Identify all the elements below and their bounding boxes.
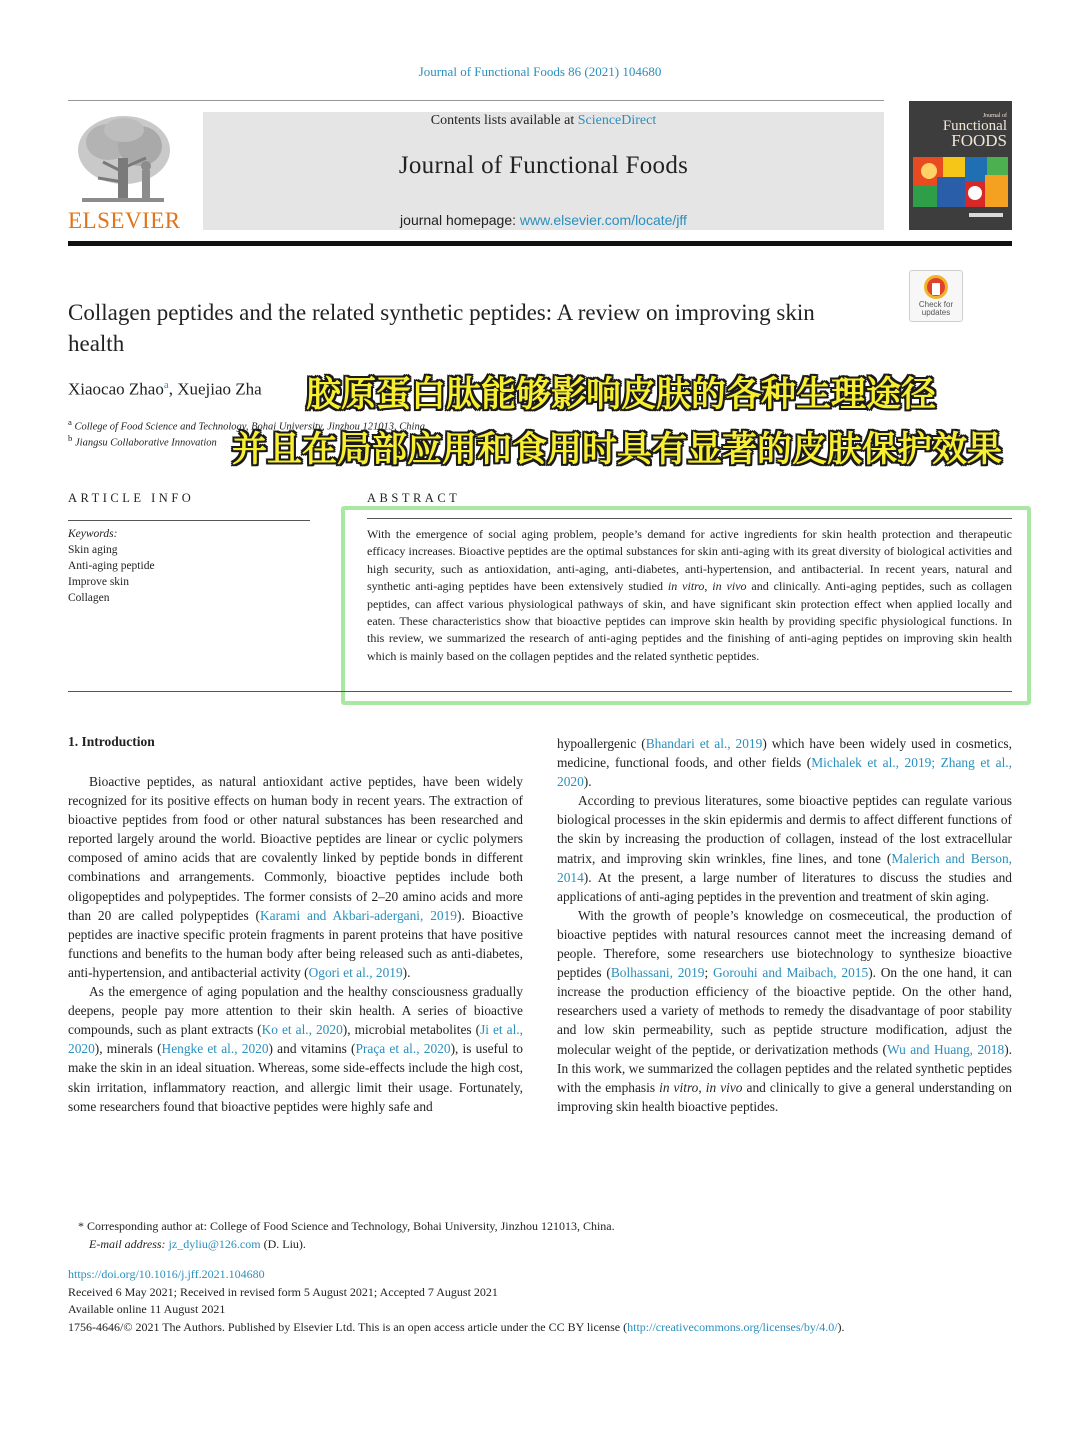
contents-prefix: Contents lists available at (430, 113, 578, 128)
received-dates: Received 6 May 2021; Received in revised form 5 August 2021; Accepted 7 August 2021 (68, 1284, 498, 1299)
ref-ji-2020[interactable]: Ji et al., 2020 (68, 1022, 523, 1057)
homepage-prefix: journal homepage: (400, 212, 520, 228)
ref-wu-2018[interactable]: Wu and Huang, 2018 (887, 1041, 1005, 1057)
corresponding-text: Corresponding author at: College of Food Science and Technology, Bohai University, Jinzhou 121013, China. (84, 1219, 615, 1233)
intro-paragraph-2 (68, 982, 523, 1116)
text-run: ). At the present, a large number of literatures to discuss the studies and applications of anti-aging peptides in the prevention and treatment of skin aging. (557, 869, 1012, 904)
keyword-item: Improve skin (68, 576, 130, 588)
abstract-part-1: With the emergence of social aging problem, people’s demand for active ingredients for skin health protection and therapeutic efficacy increases. Bioactive peptides are the optimal substances for skin anti-aging with its great diversity of biological activities and high security, such as antioxidation, anti-aging, anti-diabetes, anti-hypertension, and antibacterial. In recent years, natural and synthetic anti-aging peptides have been extensively studied (367, 527, 1012, 594)
author-list (68, 379, 262, 400)
ref-michalek-zhang[interactable]: Michalek et al., 2019; Zhang et al., 2020 (557, 755, 1012, 790)
cover-title (939, 113, 1007, 149)
article-title: Collagen peptides and the related synthetic peptides: A review on improving skin health (68, 300, 815, 356)
text-run: ). In this work, we summarized the collagen peptides and the related synthetic peptides with the emphasis (557, 1041, 1012, 1095)
article-meta (68, 1266, 845, 1336)
author-1-affiliation-link[interactable]: a (163, 379, 169, 391)
elsevier-wordmark: ELSEVIER (68, 208, 181, 233)
license-suffix: ). (837, 1319, 845, 1334)
ref-bhandari-2019[interactable]: Bhandari et al., 2019 (645, 736, 763, 751)
ref-ko-2020[interactable]: Ko et al., 2020 (261, 1022, 343, 1038)
keywords-label: Keywords: (68, 528, 118, 540)
ref-praca-2020[interactable]: Praça et al., 2020 (355, 1041, 451, 1057)
keyword-item: Skin aging (68, 544, 118, 556)
ref-hengke-2020[interactable]: Hengke et al., 2020 (161, 1041, 269, 1057)
text-run: hypoallergenic ( (557, 736, 646, 751)
journal-cover (909, 101, 1012, 230)
text-run: As the emergence of aging population and the healthy consciousness gradually deepens, people pay more attention to their skin health. A series of bioactive compounds, such as plant extracts ( (68, 984, 523, 1038)
text-run: in vitro (659, 1079, 699, 1095)
email-line (68, 1235, 615, 1253)
keywords-block (68, 526, 155, 606)
email-suffix: (D. Liu). (260, 1237, 306, 1251)
license-prefix: 1756-4646/© 2021 The Authors. Published by Elsevier Ltd. This is an open access article under the CC BY license ( (68, 1319, 628, 1334)
abstract-highlight-box (341, 506, 1031, 705)
affiliation-a-mark: a (68, 417, 72, 427)
text-run: ; (704, 965, 713, 981)
caption-overlay-line2: 并且在局部应用和食用时具有显著的皮肤保护效果 (232, 430, 1003, 470)
article-info-rule (68, 520, 310, 521)
article-info-heading: ARTICLE INFO (68, 491, 195, 505)
journal-title: Journal of Functional Foods (398, 152, 689, 179)
abstract-in-vitro: in vitro (667, 579, 705, 594)
text-run: ), microbial metabolites ( (342, 1022, 481, 1038)
doi-link[interactable]: https://doi.org/10.1016/j.jff.2021.104680 (68, 1267, 265, 1281)
affiliation-a-text: College of Food Science and Technology, Bohai University, Jinzhou 121013, China (74, 421, 425, 433)
author-1: Xiaocao Zhao (68, 379, 164, 399)
keyword-item: Anti-aging peptide (68, 560, 155, 572)
text-run: ). (402, 964, 411, 980)
text-run: ), minerals ( (94, 1041, 162, 1057)
cover-title-small: Journal of (982, 113, 1007, 119)
abstract-bottom-rule (68, 691, 1012, 692)
ref-malerich-2014[interactable]: Malerich and Berson, 2014 (557, 850, 1012, 885)
cover-title-foods: FOODS (951, 131, 1007, 150)
check-updates-label (910, 301, 962, 317)
email-label: E-mail address: (89, 1237, 166, 1251)
intro-paragraph-3 (557, 791, 1012, 906)
journal-homepage-link[interactable]: www.elsevier.com/locate/jff (519, 212, 687, 228)
text-run: ). On the one hand, it can increase the production efficiency of the bioactive peptide. On the other hand, researchers used a variety of methods to remedy the disadvantage of poor stability and low skin permeability, such as peptide structure modification, adjust the molecular weight of the peptide, or derivatization methods ( (557, 965, 1012, 1057)
abstract-in-vivo: in vivo (712, 579, 747, 594)
corresponding-footnote (68, 1217, 615, 1253)
corresponding-author (68, 1217, 615, 1235)
text-run: , (698, 1079, 706, 1095)
text-run: in vivo (705, 1079, 743, 1095)
ref-bolhassani-2019[interactable]: Bolhassani, 2019 (610, 965, 705, 981)
license-link[interactable]: http://creativecommons.org/licenses/by/4.0/ (627, 1319, 838, 1334)
check-updates-line2: updates (921, 308, 951, 317)
ref-gorouhi-2015[interactable]: Gorouhi and Maibach, 2015 (712, 965, 869, 981)
caption-overlay-line1: 胶原蛋白肽能够影响皮肤的各种生理途径 (306, 375, 937, 415)
intro-paragraph-2-cont (557, 734, 1012, 791)
text-run: Bioactive peptides, as natural antioxidant active peptides, have been widely recognized for its positive effects on human body in recent years. The extraction of bioactive peptides from food or other natural substances has been researched and reported largely around the world. Bioactive peptides are linear or cyclic polymers composed of amino acids that are covalently linked by peptide bonds in different combinations and arrangements. Commonly, bioactive peptides include both oligopeptides and polypeptides. The former consists of 2–20 amino acids and more than 20 are called polypeptides ( (68, 774, 523, 923)
text-run: and clinically to give a general understanding on improving skin health bioactive peptides. (557, 1079, 1013, 1114)
abstract-heading: ABSTRACT (367, 491, 461, 505)
text-run: According to previous literatures, some bioactive peptides can regulate various biological processes in the skin epidermis and dermis to affect different functions of the skin by increasing the production of collagen, instead of the lost extracellular matrix, and improving skin wrinkles, fine lines, and tone ( (557, 793, 1012, 866)
check-for-updates-button[interactable] (909, 270, 963, 322)
left-column (68, 772, 523, 1116)
email-link[interactable]: jz_dyliu@126.com (168, 1237, 261, 1251)
text-run: ). Bioactive peptides are inactive specific protein fragments in parent proteins that have positive functions and benefits to the human body after being released such as anti-diabetes, anti-hypertension, and antibacterial activity ( (68, 907, 524, 980)
introduction-heading: 1. Introduction (68, 734, 155, 749)
affiliation-b-text: Jiangsu Collaborative Innovation (75, 437, 217, 449)
ref-ogori-2019[interactable]: Ogori et al., 2019 (308, 964, 403, 980)
homepage-line (203, 212, 884, 228)
text-run: With the growth of people’s knowledge on cosmeceutical, the production of bioactive peptides with natural resources cannot meet the increasing demand of people. Therefore, some researchers use biotechnology to synthesize bioactive peptides ( (557, 907, 1012, 981)
footnote-mark: * (78, 1219, 84, 1233)
check-updates-icon (910, 273, 962, 303)
ref-karami-2019[interactable]: Karami and Akbari-adergani, 2019 (260, 907, 458, 923)
intro-paragraph-4 (557, 906, 1012, 1116)
text-run: ), is useful to make the skin in an ideal situation. Whereas, some side-effects include the high cost, skin irritation, inflammatory reaction, and allergic limit their usage. Fortunately, some researchers found that bioactive peptides were highly safe and (68, 1041, 523, 1114)
text-run: ) and vitamins ( (268, 1041, 356, 1057)
affiliation-b (68, 433, 217, 449)
intro-paragraph-1 (68, 772, 523, 982)
license-line (68, 1319, 845, 1337)
author-2: Xuejiao Zha (177, 379, 262, 399)
right-column (557, 734, 1012, 1116)
author-separator: , (168, 379, 178, 399)
abstract-comma: , (704, 579, 713, 594)
journal-citation[interactable]: Journal of Functional Foods 86 (2021) 104680 (418, 64, 662, 79)
text-run: ). (583, 774, 592, 790)
check-updates-line1: Check for (918, 300, 954, 309)
keyword-item: Collagen (68, 592, 110, 604)
header-thick-rule (68, 241, 1012, 246)
sciencedirect-link[interactable]: ScienceDirect (577, 113, 657, 128)
abstract-part-2: and clinically. Anti-aging peptides, such as collagen peptides, can affect various physiological pathways of skin, and have significant skin protection effect when applied locally and eaten. These characteristics show that bioactive peptides can improve skin health by providing specific physiological functions. In this review, we summarized the research of anti-aging peptides and the finishing of anti-aging peptides on improving skin health which is mainly based on the collagen peptides and the related synthetic peptides. (367, 579, 1013, 663)
contents-line (203, 113, 884, 129)
text-run: ) which have been widely used in cosmetics, medicine, functional foods, and other fields ( (557, 736, 1012, 771)
cover-title-functional: Functional (942, 118, 1007, 134)
affiliation-b-mark: b (68, 433, 73, 443)
available-online: Available online 11 August 2021 (68, 1302, 226, 1317)
header-rule (68, 100, 884, 101)
